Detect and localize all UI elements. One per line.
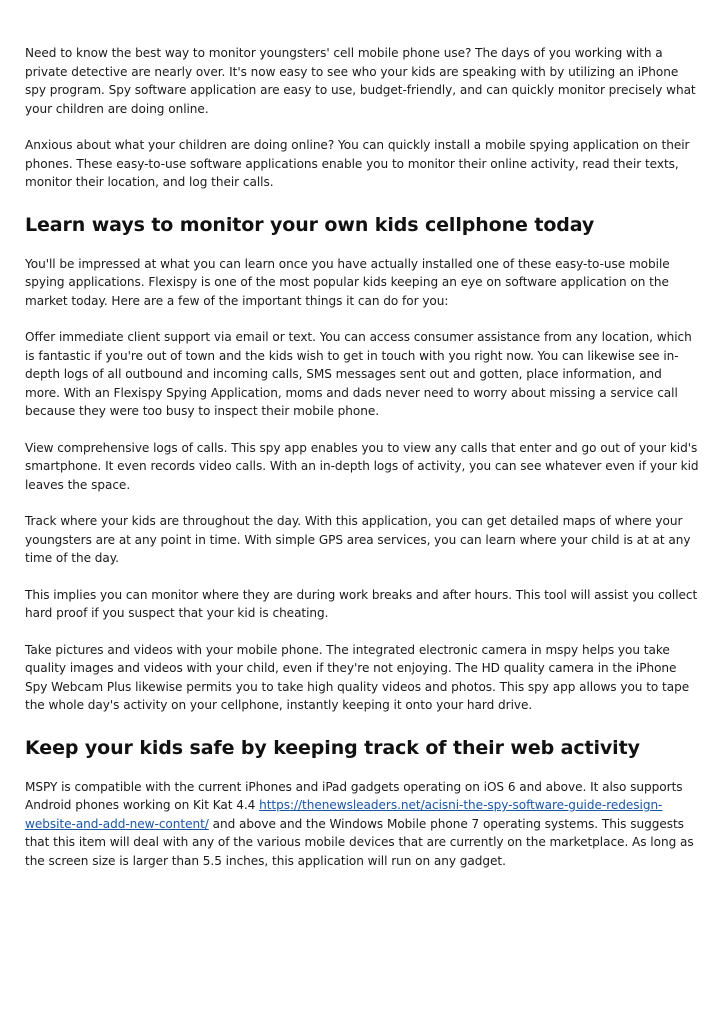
intro-paragraph-2: Anxious about what your children are doing online? You can quickly install a mobile spying application on their phones. These easy-to-use software applications enable you to monitor their online activity, read their texts, monitor their location, and log their calls. — [25, 138, 690, 189]
section-heading-monitor: Learn ways to monitor your own kids cellphone today — [25, 213, 595, 236]
section1-paragraph-5: This implies you can monitor where they are during work breaks and after hours. This tool will assist you collect hard proof if you suspect that your kid is cheating. — [25, 587, 698, 620]
section2-text-after-link: and above and the Windows Mobile phone 7 operating systems. This suggests that this item will deal with any of the various mobile devices that are currently on the marketplace. As long as the screen size is larger than 5.5 inches, this application will run on any gadget. — [25, 816, 694, 868]
section2-paragraph-1 — [25, 778, 700, 871]
article-link[interactable]: https://thenewsleaders.net/acisni-the-spy-software-guide-redesign-website-and-add-new-content/ — [25, 798, 663, 831]
section1-paragraph-2: Offer immediate client support via email or text. You can access consumer assistance from any location, which is fantastic if you're out of town and the kids wish to get in touch with you right now. You can likewise see in-depth logs of all outbound and incoming calls, SMS messages sent out and gotten, place information, and more. With an Flexispy Spying Application, moms and dads never need to worry about missing a service call because they were too busy to inspect their mobile phone. — [25, 330, 692, 418]
intro-paragraph-1: Need to know the best way to monitor youngsters' cell mobile phone use? The days of you working with a private detective are nearly over. It's now easy to see who your kids are speaking with by utilizing an iPhone spy program. Spy software application are easy to use, budget-friendly, and can quickly monitor precisely what your children are doing online. — [25, 46, 696, 116]
section1-paragraph-4: Track where your kids are throughout the day. With this application, you can get detailed maps of where your youngsters are at any point in time. With simple GPS area services, you can learn where your child is at at any time of the day. — [25, 514, 691, 565]
section-heading-web-activity: Keep your kids safe by keeping track of their web activity — [25, 736, 640, 759]
section1-paragraph-3: View comprehensive logs of calls. This spy app enables you to view any calls that enter and go out of your kid's smartphone. It even records video calls. With an in-depth logs of activity, you can see whatever even if your kid leaves the space. — [25, 440, 699, 492]
section1-paragraph-6: Take pictures and videos with your mobile phone. The integrated electronic camera in mspy helps you take quality images and videos with your child, even if they're not enjoying. The HD quality camera in the iPhone Spy Webcam Plus likewise permits you to take high quality videos and photos. This spy app allows you to tape the whole day's activity on your cellphone, instantly keeping it onto your hard drive. — [25, 642, 690, 712]
section2-text-before-link: MSPY is compatible with the current iPhones and iPad gadgets operating on iOS 6 and above. It also supports Android phones working on Kit Kat 4.4 — [25, 779, 683, 812]
section1-paragraph-1: You'll be impressed at what you can learn once you have actually installed one of these easy-to-use mobile spying applications. Flexispy is one of the most popular kids keeping an eye on software application on the market today. Here are a few of the important things it can do for you: — [25, 256, 670, 308]
